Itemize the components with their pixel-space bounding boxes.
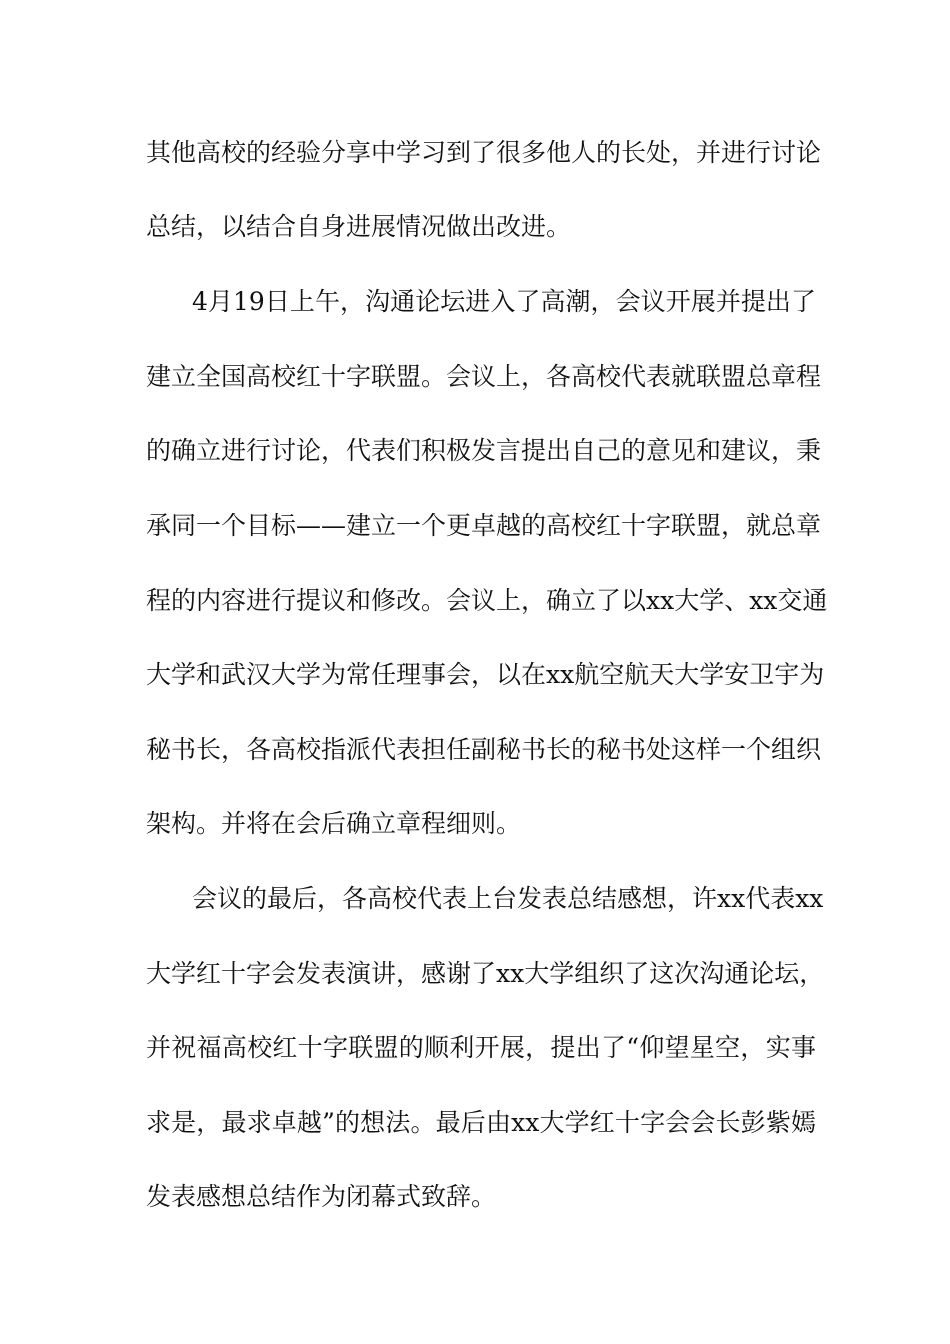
- paragraph-2-line-8: 架构。并将在会后确立章程细则。: [146, 809, 522, 838]
- paragraph-1-line-1: 其他高校的经验分享中学习到了很多他人的长处，并进行讨论: [146, 138, 822, 167]
- paragraph-2-line-2: 建立全国高校红十字联盟。会议上，各高校代表就联盟总章程: [146, 362, 822, 391]
- paragraph-3-line-4: 求是，最求卓越”的想法。最后由xx大学红十字会会长彭紫嫣: [146, 1108, 816, 1137]
- paragraph-2-line-4: 承同一个目标——建立一个更卓越的高校红十字联盟，就总章: [146, 511, 822, 540]
- paragraph-3-line-3: 并祝福高校红十字联盟的顺利开展，提出了“仰望星空，实事: [146, 1033, 816, 1062]
- paragraph-2-line-1: 4月19日上午，沟通论坛进入了高潮，会议开展并提出了: [192, 287, 816, 316]
- paragraph-1-line-2: 总结，以结合自身进展情况做出改进。: [146, 212, 572, 241]
- paragraph-2-line-5: 程的内容进行提议和修改。会议上，确立了以xx大学、xx交通: [146, 586, 828, 615]
- paragraph-3-line-5: 发表感想总结作为闭幕式致辞。: [146, 1182, 497, 1211]
- paragraph-2-line-7: 秘书长，各高校指派代表担任副秘书长的秘书处这样一个组织: [146, 735, 822, 764]
- paragraph-3-line-1: 会议的最后，各高校代表上台发表总结感想，许xx代表xx: [192, 884, 824, 913]
- paragraph-2-line-3: 的确立进行讨论，代表们积极发言提出自己的意见和建议，秉: [146, 436, 822, 465]
- paragraph-2-line-6: 大学和武汉大学为常任理事会，以在xx航空航天大学安卫宇为: [146, 660, 825, 689]
- paragraph-3-line-2: 大学红十字会发表演讲，感谢了xx大学组织了这次沟通论坛，: [146, 959, 825, 988]
